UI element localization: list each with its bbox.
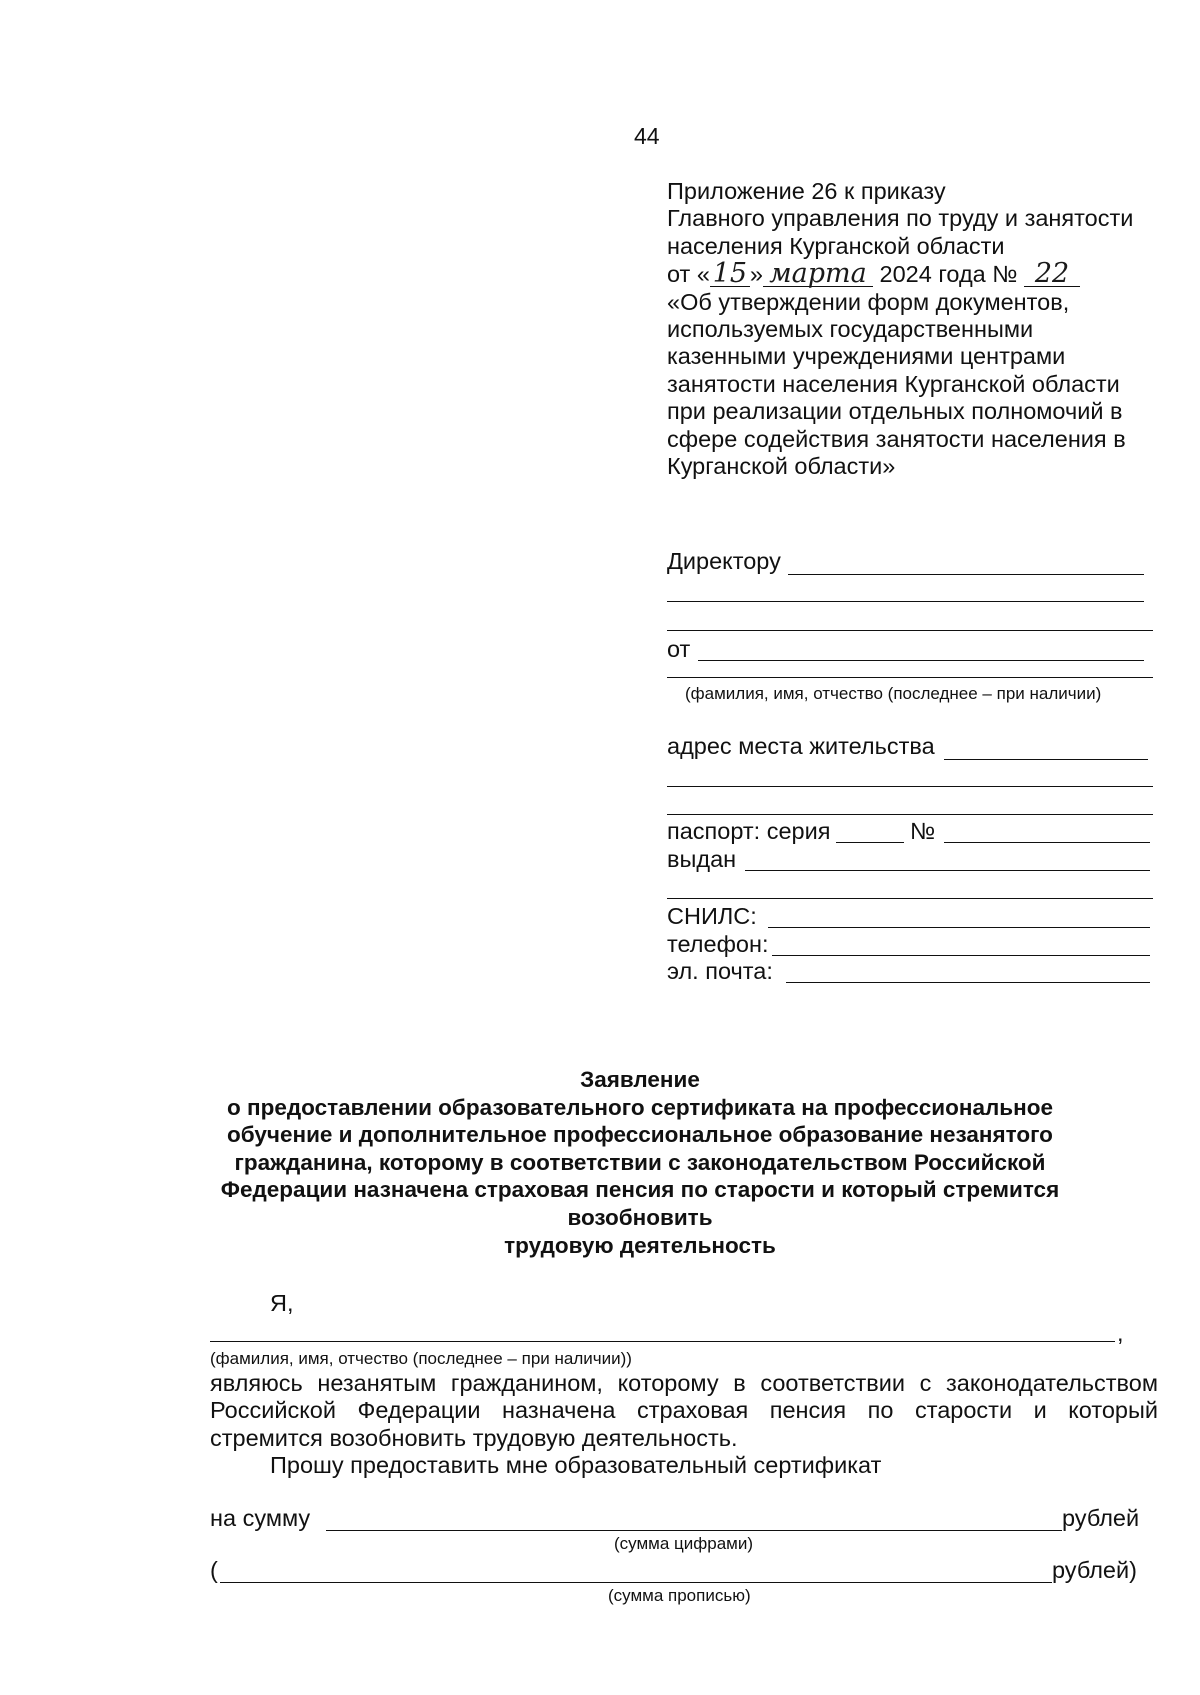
email-label: эл. почта:	[667, 958, 773, 984]
appendix-line: сфере содействия занятости населения в	[667, 425, 1126, 452]
title-line: трудовую деятельность	[504, 1232, 776, 1258]
email-line[interactable]	[786, 982, 1150, 983]
page-number: 44	[634, 123, 660, 149]
date-prefix: от «	[667, 261, 710, 288]
appendix-line: занятости населения Курганской области	[667, 370, 1120, 397]
from-label: от	[667, 636, 691, 662]
appendix-line: Курганской области»	[667, 453, 896, 480]
comma: ,	[1117, 1320, 1124, 1346]
passport-series-line[interactable]	[836, 842, 904, 843]
from-line-2[interactable]	[667, 677, 1153, 678]
sum-label: на сумму	[210, 1505, 311, 1531]
passport-number-line[interactable]	[944, 842, 1150, 843]
address-line-3[interactable]	[667, 814, 1153, 815]
statement-paragraph	[210, 1370, 1158, 1452]
title-line: обучение и дополнительное профессиональное образование незанятого	[227, 1122, 1053, 1148]
issued-line-2[interactable]	[667, 898, 1153, 899]
address-line[interactable]	[944, 759, 1148, 760]
statement-line: являюсь незанятым гражданином, которому в соответствии с законодательством	[210, 1370, 1158, 1396]
rubles-label: рублей	[1062, 1505, 1140, 1531]
phone-label: телефон:	[667, 931, 769, 957]
order-number-field	[1024, 258, 1080, 290]
title-line: о предоставлении образовательного сертификата на профессиональное	[227, 1094, 1053, 1120]
date-day-handwritten: 15	[712, 258, 748, 290]
phone-line[interactable]	[772, 955, 1150, 956]
title-line: гражданина, которому в соответствии с законодательством Российской	[234, 1149, 1046, 1175]
address-line-2[interactable]	[667, 786, 1153, 787]
from-line[interactable]	[698, 660, 1144, 661]
date-month-handwritten: марта	[769, 258, 867, 290]
fio-hint-body: (фамилия, имя, отчество (последнее – при наличии))	[210, 1349, 632, 1368]
date-mid: »	[749, 261, 763, 288]
fio-hint-top: (фамилия, имя, отчество (последнее – при наличии)	[685, 684, 1102, 703]
appendix-line: «Об утверждении форм документов,	[667, 288, 1070, 315]
appendix-line: Главного управления по труду и занятости	[667, 205, 1134, 232]
passport-number-label: №	[910, 818, 936, 844]
date-day-field	[710, 258, 750, 290]
date-year: 2024 года №	[879, 261, 1018, 288]
rubles-close-label: рублей)	[1052, 1557, 1137, 1583]
director-line-2[interactable]	[667, 601, 1144, 602]
passport-series-label: паспорт: серия	[667, 818, 831, 844]
title-line: возобновить	[567, 1204, 713, 1230]
snils-line[interactable]	[768, 927, 1150, 928]
director-line[interactable]	[788, 574, 1144, 575]
sum-digits-line[interactable]	[326, 1530, 1062, 1531]
request-text: Прошу предоставить мне образовательный сертификат	[270, 1452, 882, 1478]
date-month-field	[763, 258, 873, 290]
appendix-line: казенными учреждениями центрами	[667, 343, 1066, 370]
director-label: Директору	[667, 548, 781, 574]
director-line-3[interactable]	[667, 630, 1153, 631]
sum-words-line[interactable]	[220, 1582, 1052, 1583]
order-number-handwritten: 22	[1034, 258, 1070, 290]
appendix-line: используемых государственными	[667, 316, 1034, 343]
address-label: адрес места жительства	[667, 733, 935, 759]
title-line: Федерации назначена страховая пенсия по старости и который стремится	[220, 1177, 1060, 1203]
issued-line[interactable]	[745, 870, 1150, 871]
open-paren: (	[210, 1557, 218, 1583]
title-line: Заявление	[580, 1067, 700, 1092]
appendix-header	[667, 178, 1187, 480]
applicant-name-line[interactable]	[210, 1341, 1115, 1342]
appendix-date-line	[667, 260, 1187, 288]
appendix-line: населения Курганской области	[667, 232, 1005, 259]
snils-label: СНИЛС:	[667, 903, 757, 929]
appendix-line: Приложение 26 к приказу	[667, 178, 946, 204]
ya-label: Я,	[270, 1290, 294, 1316]
statement-line: стремится возобновить трудовую деятельность.	[210, 1424, 738, 1451]
issued-label: выдан	[667, 846, 737, 872]
sum-words-hint: (сумма прописью)	[608, 1586, 751, 1605]
sum-digits-hint: (сумма цифрами)	[614, 1534, 753, 1553]
document-title	[190, 1066, 1090, 1259]
appendix-line: при реализации отдельных полномочий в	[667, 398, 1123, 425]
statement-line: Российской Федерации назначена страховая пенсия по старости и который	[210, 1397, 1158, 1424]
